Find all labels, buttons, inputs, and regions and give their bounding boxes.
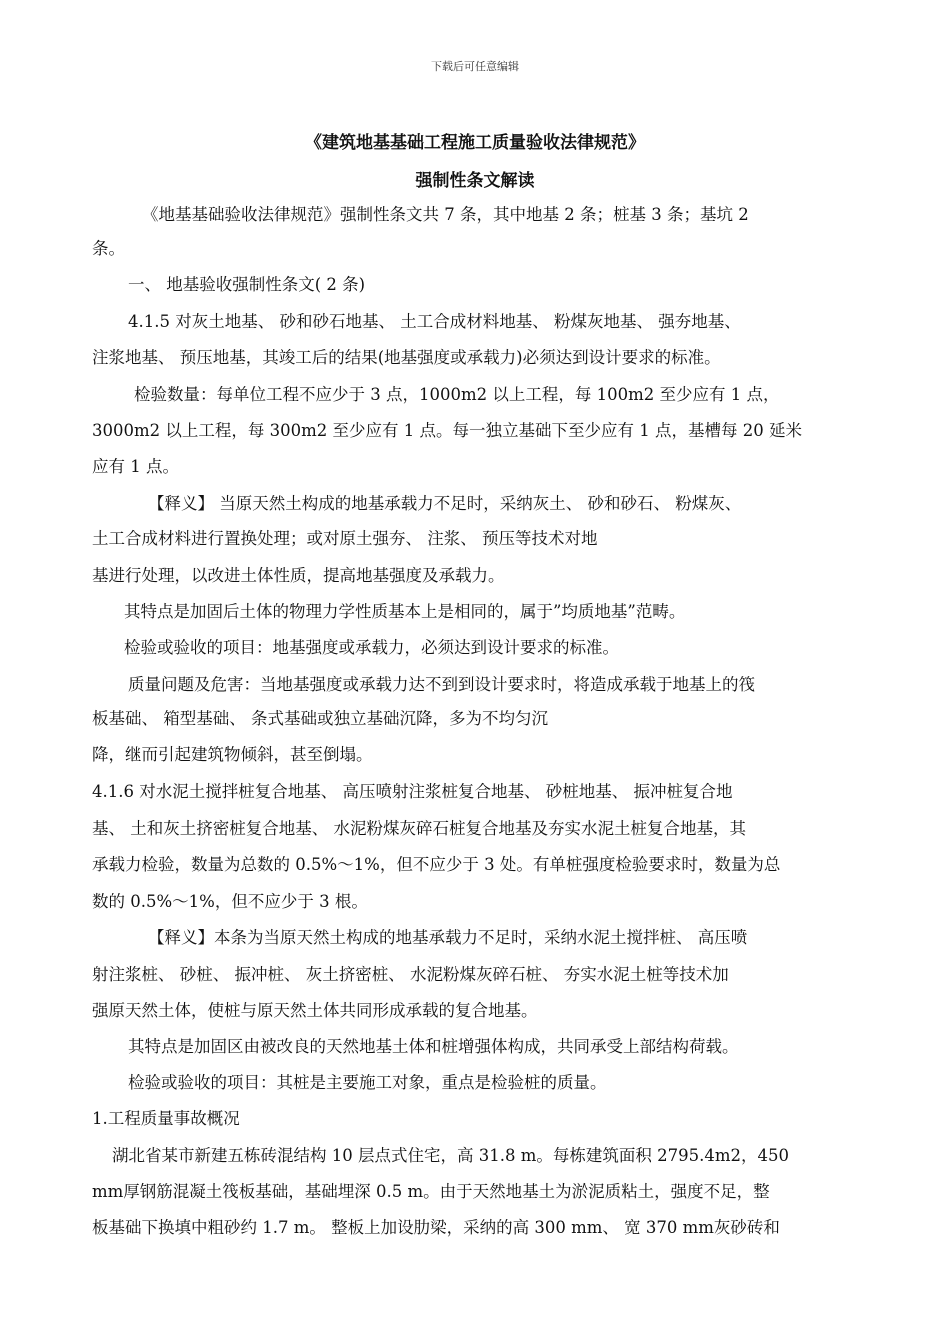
paragraph-line: 板基础下换填中粗砂约 1.7 m。 整板上加设肋梁，采纳的高 300 mm、 宽 370 mm灰砂砖和 [92,1218,780,1237]
paragraph-line: 基、 土和灰土挤密桩复合地基、 水泥粉煤灰碎石桩复合地基及夯实水泥土桩复合地基，其 [92,819,746,838]
paragraph-line: 强原天然土体，使桩与原天然土体共同形成承载的复合地基。 [92,1001,538,1020]
paragraph-line: 注浆地基、 预压地基，其竣工后的结果(地基强度或承载力)必须达到设计要求的标准。 [92,348,721,367]
paragraph-line: 4.1.6 对水泥土搅拌桩复合地基、 高压喷射注浆桩复合地基、 砂桩地基、 振冲桩复合地 [92,782,733,801]
paragraph-line: 检验数量：每单位工程不应少于 3 点，1000m2 以上工程，每 100m2 至少应有 1 点， [134,385,780,404]
paragraph-line: 降，继而引起建筑物倾斜，甚至倒塌。 [92,745,373,764]
paragraph-line: 质量问题及危害：当地基强度或承载力达不到到设计要求时，将造成承载于地基上的筏 [128,675,755,694]
paragraph-line: 【释义】本条为当原天然土构成的地基承载力不足时，采纳水泥土搅拌桩、 高压喷 [148,928,748,947]
paragraph-line: 其特点是加固区由被改良的天然地基土体和桩增强体构成，共同承受上部结构荷载。 [128,1037,739,1056]
paragraph-line: 湖北省某市新建五栋砖混结构 10 层点式住宅，高 31.8 m。每栋建筑面积 2795.4m2，450 [112,1146,789,1165]
paragraph-line: 其特点是加固后土体的物理力学性质基本上是相同的，属于”均质地基”范畴。 [124,602,686,621]
section-heading: 1.工程质量事故概况 [92,1109,240,1128]
paragraph-line: 射注浆桩、 砂桩、 振冲桩、 灰土挤密桩、 水泥粉煤灰碎石桩、 夯实水泥土桩等技术加 [92,965,729,984]
paragraph-line: 【释义】 当原天然土构成的地基承载力不足时，采纳灰土、 砂和砂石、 粉煤灰、 [148,494,742,513]
paragraph-line: 土工合成材料进行置换处理；或对原土强夯、 注浆、 预压等技术对地 [92,529,598,548]
document-subtitle: 强制性条文解读 [415,171,535,191]
document-title: 《建筑地基基础工程施工质量验收法律规范》 [305,133,645,153]
paragraph-line: 《地基基础验收法律规范》强制性条文共 7 条，其中地基 2 条；桩基 3 条；基坑 2 [142,205,749,224]
paragraph-line: 4.1.5 对灰土地基、 砂和砂石地基、 土工合成材料地基、 粉煤灰地基、 强夯地基、 [128,312,741,331]
section-heading: 一、 地基验收强制性条文( 2 条) [128,275,366,294]
paragraph-line: 条。 [92,239,125,258]
paragraph-line: 承载力检验，数量为总数的 0.5%～1%，但不应少于 3 处。有单桩强度检验要求时，数量为总 [92,855,781,874]
paragraph-line: 3000m2 以上工程，每 300m2 至少应有 1 点。每一独立基础下至少应有 1 点，基槽每 20 延米 [92,421,802,440]
paragraph-line: 应有 1 点。 [92,457,179,476]
paragraph-line: mm厚钢筋混凝土筏板基础，基础埋深 0.5 m。由于天然地基土为淤泥质粘土，强度不足，整 [92,1182,770,1201]
paragraph-line: 数的 0.5%～1%，但不应少于 3 根。 [92,892,368,911]
page-header: 下载后可任意编辑 [431,60,519,73]
paragraph-line: 检验或验收的项目：地基强度或承载力，必须达到设计要求的标准。 [124,638,619,657]
paragraph-line: 基进行处理，以改进土体性质，提高地基强度及承载力。 [92,566,505,585]
paragraph-line: 板基础、 箱型基础、 条式基础或独立基础沉降，多为不均匀沉 [92,709,548,728]
paragraph-line: 检验或验收的项目：其桩是主要施工对象，重点是检验桩的质量。 [128,1073,607,1092]
